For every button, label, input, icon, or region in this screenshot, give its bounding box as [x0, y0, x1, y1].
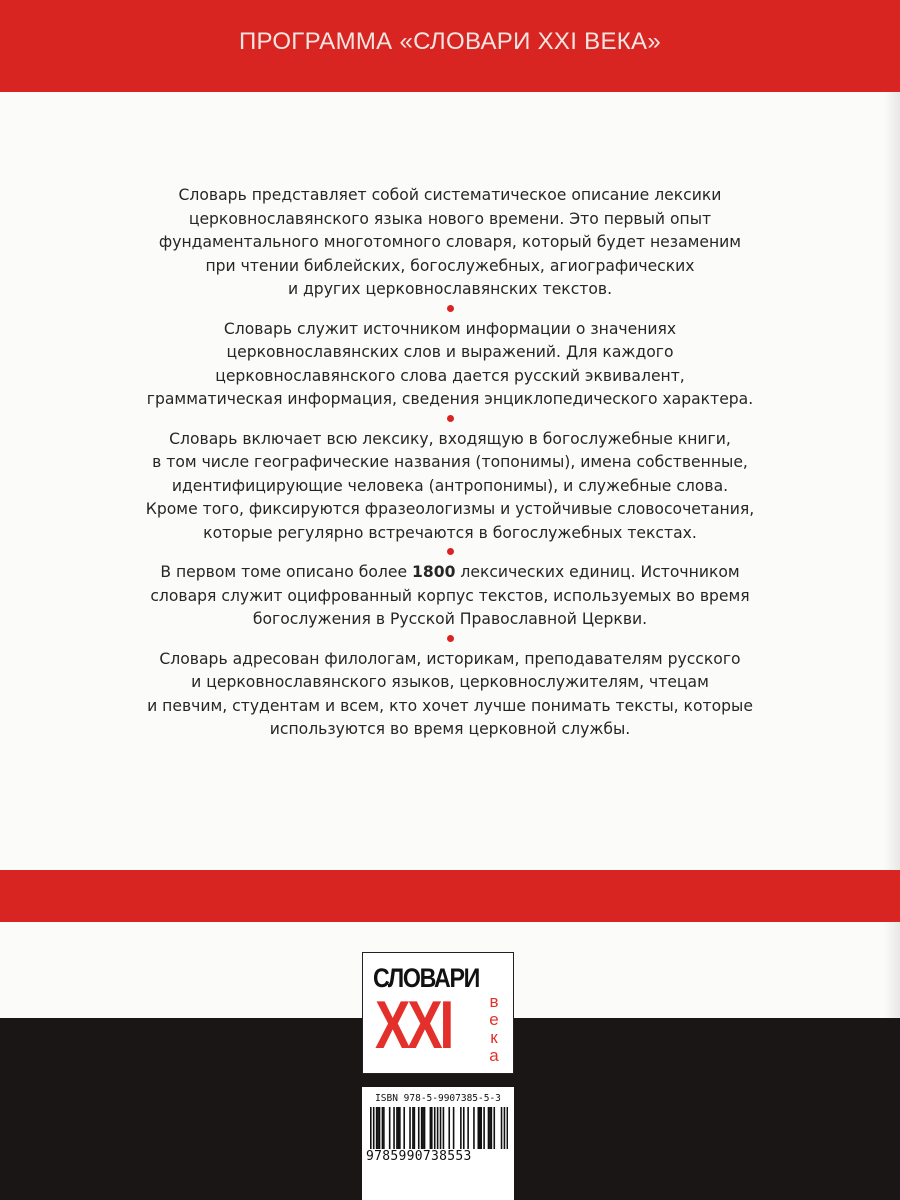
barcode-bar — [434, 1107, 436, 1151]
logo-suffix — [487, 993, 501, 1065]
line: Словарь представляет собой систематическое описание лексики — [178, 186, 722, 204]
barcode-bar — [483, 1107, 485, 1151]
red-bullet-dot — [447, 305, 454, 312]
red-bullet-dot — [447, 548, 454, 555]
barcode-bar — [414, 1107, 416, 1151]
red-bullet-dot — [447, 635, 454, 642]
line: словаря служит оцифрованный корпус текстов, используемых во время — [150, 586, 750, 605]
barcode-bar — [473, 1107, 475, 1151]
line: лексических единиц. Источником — [455, 563, 740, 581]
line: богослужения в Русской Православной Церкви. — [252, 610, 648, 628]
description-text — [90, 184, 810, 742]
barcode-bar — [398, 1107, 400, 1151]
barcode-bar — [448, 1107, 450, 1151]
line: в том числе географические названия (топонимы), имена собственные, — [152, 453, 748, 471]
paragraph-3 — [90, 428, 810, 546]
barcode-bar — [383, 1107, 385, 1151]
logo-letter: к — [490, 1028, 498, 1047]
line: церковнославянских слов и выражений. Для каждого — [226, 343, 674, 361]
logo-numeral: XXI — [375, 987, 452, 1063]
line: и певчим, студентам и всем, кто хочет лучше понимать тексты, которые — [147, 696, 753, 715]
barcode-bar — [377, 1107, 379, 1151]
barcode-bar — [389, 1107, 391, 1151]
barcode-bar — [382, 1107, 384, 1151]
barcode-bar — [430, 1107, 432, 1151]
line: идентифицирующие человека (антропонимы), и служебные слова. — [171, 476, 729, 495]
barcode-bar — [443, 1107, 445, 1151]
red-bullet-dot — [447, 415, 454, 422]
paragraph-1 — [90, 184, 810, 302]
program-title: ПРОГРАММА «СЛОВАРИ XXI ВЕКА» — [238, 28, 661, 55]
lexical-units-count: 1800 — [412, 563, 456, 581]
barcode-bar — [393, 1107, 395, 1151]
barcode-bar — [491, 1107, 493, 1151]
barcode-bar — [463, 1107, 465, 1151]
line: Кроме того, фиксируются фразеологизмы и устойчивые словосочетания, — [145, 500, 755, 518]
line: Словарь адресован филологам, историкам, преподавателям русского — [159, 649, 741, 668]
barcode-panel — [362, 1087, 514, 1200]
paragraph-2 — [90, 318, 810, 412]
logo-word: СЛОВАРИ — [373, 963, 480, 993]
barcode-bar — [422, 1107, 424, 1151]
isbn-text: ISBN 978-5-9907385-5-3 — [375, 1093, 501, 1104]
barcode-bar — [396, 1107, 398, 1151]
logo-letter: в — [489, 992, 499, 1011]
barcode-bar — [424, 1107, 426, 1151]
line: грамматическая информация, сведения энциклопедического характера. — [146, 390, 754, 408]
logo-letter: е — [489, 1010, 499, 1029]
line: В первом томе описано более — [160, 563, 413, 581]
line: используются во время церковной службы. — [269, 720, 631, 738]
barcode-bar — [501, 1107, 503, 1151]
barcode-bar — [467, 1107, 469, 1151]
barcode-bar — [488, 1107, 490, 1151]
barcode-bar — [409, 1107, 411, 1151]
barcode-bar — [489, 1107, 491, 1151]
barcode-bar — [431, 1107, 433, 1151]
barcode-digits: 9785990738553 — [366, 1149, 512, 1164]
top-red-band — [0, 0, 900, 92]
line: и церковнославянского языков, церковнослужителям, чтецам — [191, 673, 709, 691]
logo-letter: а — [489, 1046, 499, 1065]
paragraph-4 — [90, 561, 810, 632]
line: и других церковнославянских текстов. — [287, 280, 613, 298]
barcode-bar — [479, 1107, 481, 1151]
barcode-bar — [376, 1107, 378, 1151]
barcode-bar — [480, 1107, 482, 1151]
series-logo — [362, 952, 514, 1074]
line: церковнославянского языка нового времени. Это первый опыт — [188, 209, 712, 228]
paragraph-5 — [90, 648, 810, 742]
barcode-bar — [460, 1107, 462, 1151]
barcode-bar — [493, 1107, 495, 1151]
barcode-bar — [418, 1107, 420, 1151]
line: фундаментального многотомного словаря, который будет незаменим — [158, 233, 742, 251]
barcode-bar — [379, 1107, 381, 1151]
line: Словарь включает всю лексику, входящую в богослужебные книги, — [169, 429, 731, 448]
barcode-bar — [453, 1107, 455, 1151]
line: церковнославянского слова дается русский эквивалент, — [215, 366, 685, 385]
barcode-bar — [412, 1107, 414, 1151]
line: при чтении библейских, богослужебных, агиографических — [205, 256, 695, 275]
middle-red-band — [0, 870, 900, 922]
barcode-bar — [421, 1107, 423, 1151]
barcode-bar — [399, 1107, 401, 1151]
line: Словарь служит источником информации о значениях — [223, 319, 677, 338]
barcode-bar — [477, 1107, 479, 1151]
barcode-bar — [403, 1107, 405, 1151]
line: которые регулярно встречаются в богослужебных текстах. — [203, 523, 697, 542]
